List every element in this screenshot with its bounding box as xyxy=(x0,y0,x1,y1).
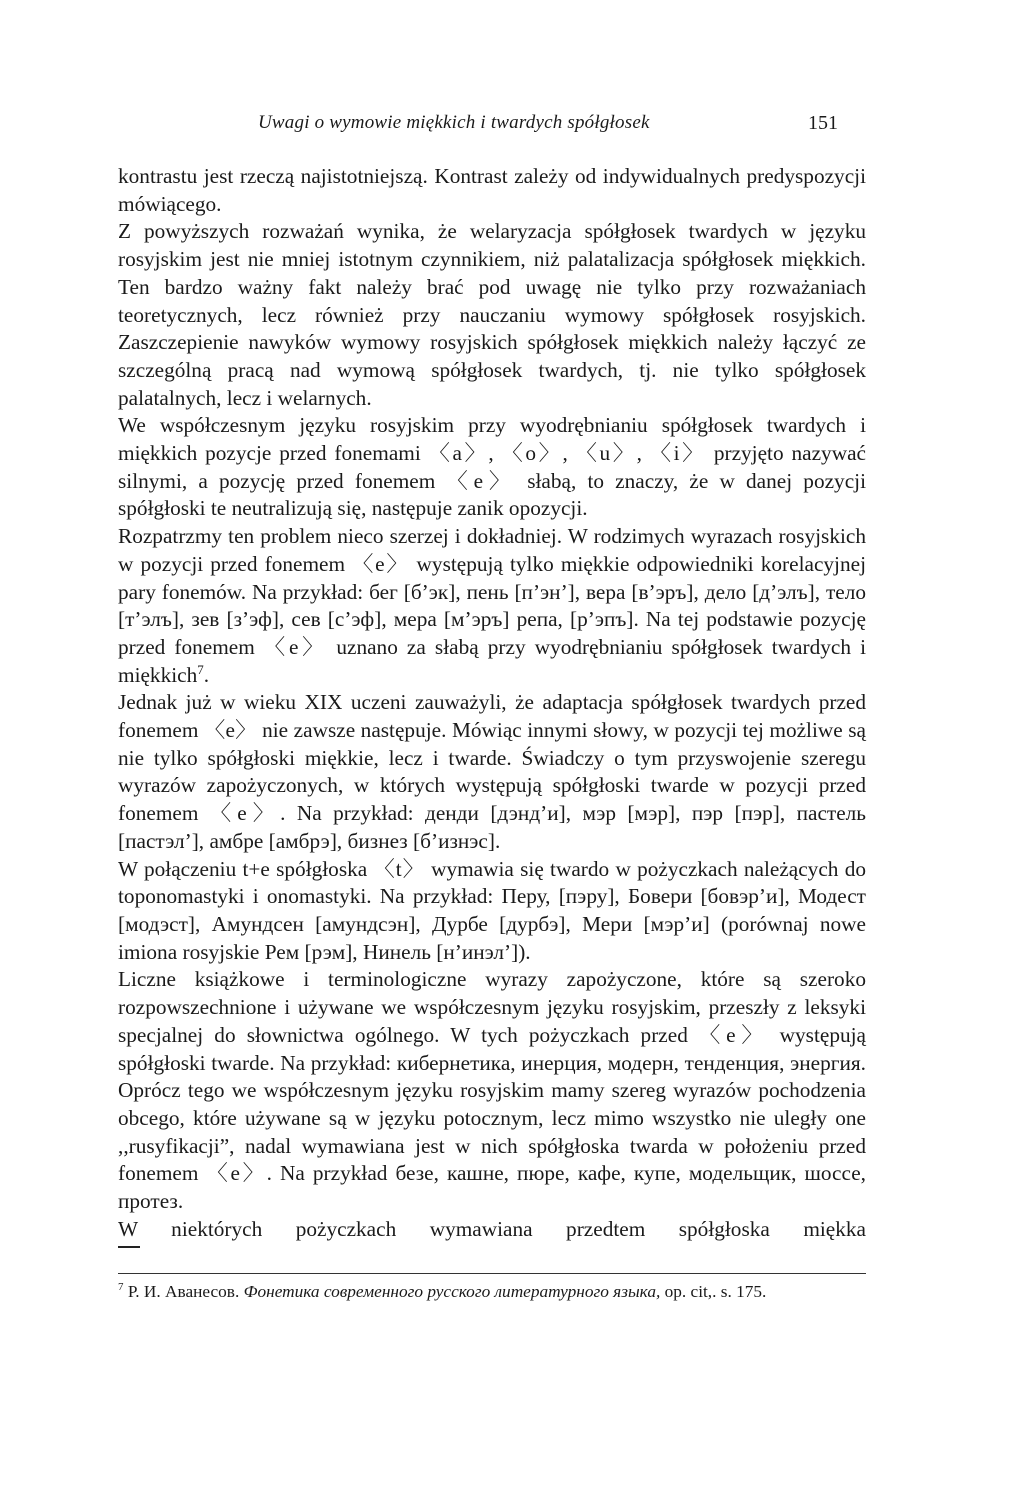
paragraph-text: Z powyższych rozważań wynika, że welaryzacja spółgłosek twardych w języku rosyjskim jest nie mniej istotnym czynnikiem, niż palatalizacja spółgłosek miękkich. Ten bardzo ważny fakt należy brać pod uwagę nie tylko przy rozważaniach teoretycznych, lecz również przy nauczaniu wymowy spółgłosek rosyjskich. Zaszczepienie nawyków wymowy rosyjskich spółgłosek miękkich należy łączyć ze szczególną pracą nad wymową spółgłosek twardych, tj. nie tylko spółgłosek palatalnych, lecz i welarnych. xyxy=(118,219,866,410)
paragraph: W połączeniu t+e spółgłoska 〈t〉 wymawia się twardo w pożyczkach należących do toponomastyki i onomastyki. Na przykład: Перу, [пэру], Бовери [бовэр’и], Модест [модэст], Амундсен [амундсэн], Дурбе [дурбэ], Мери [мэр’и] (porównaj nowe imiona rosyjskie Рем [рэм], Нинель [н’инэл’]). xyxy=(118,856,866,964)
paragraph xyxy=(118,218,866,412)
footnote-mark: 7 xyxy=(118,1281,124,1294)
footnote-reference[interactable]: 7 xyxy=(197,661,204,677)
line-end-mark xyxy=(118,1246,140,1248)
footnote xyxy=(118,1280,866,1304)
body-text xyxy=(118,163,866,1243)
paragraph: W niektórych pożyczkach wymawiana przedtem spółgłoska miękka xyxy=(118,1216,866,1241)
reference-punctuation: . xyxy=(203,662,210,687)
footnote-text xyxy=(118,1280,866,1304)
paragraph-text: Rozpatrzmy ten problem nieco szerzej i dokładniej. W rodzimych wyrazach rosyjskich w pozycji przed fonemem 〈e〉 występują tylko miękkie odpowiedniki korelacyjnej pary fonemów. Na przykład: бег [б’эк], пень [п’эн’], вера [в’эръ], дело [д’элъ], тело [т’элъ], зев [з’эф], сев [с’эф], мера [м’эръ] репа, [р’эпъ]. Na tej podstawie pozycję przed fonemem 〈e〉 uznano za słabą przy wyodrębnianiu spółgłosek twardych i miękkich xyxy=(118,524,866,687)
paragraph: kontrastu jest rzeczą najistotniejszą. Kontrast zależy od indywidualnych predyspozycji mówiącego. xyxy=(118,164,866,216)
paragraph: Jednak już w wieku XIX uczeni zauważyli, że adaptacja spółgłosek twardych przed fonemem 〈e〉 nie zawsze następuje. Mówiąc innymi słowy, w pozycji tej możliwe są nie tylko spółgłoski miękkie, lecz i twarde. Świadczy o tym przyswojenie szeregu wyrazów zapożyczonych, w których występują spółgłoski twarde w pozycji przed fonemem 〈e〉. Na przykład: денди [дэнд’и], мэр [мэр], пэр [пэр], пастель [пастэл’], амбре [амбрэ], бизнез [б’изнэс]. xyxy=(118,690,866,853)
footnote-separator xyxy=(118,1273,866,1274)
page-number: 151 xyxy=(808,112,838,134)
footnote-source: op. cit,. s. 175. xyxy=(664,1282,767,1301)
paragraph: Liczne książkowe i terminologiczne wyrazy zapożyczone, które są szeroko rozpowszechnione i używane we współczesnym języku rosyjskim, przeszły z leksyki specjalnej do słownictwa ogólnego. W tych pożyczkach przed 〈e〉 występują spółgłoski twarde. Na przykład: кибернетика, инерция, модерн, тенденция, энергия. Oprócz tego we współczesnym języku rosyjskim mamy szereg wyrazów pochodzenia obcego, które używane są w języku potocznym, lecz mimo wszystko nie uległy one ,,rusyfikacji”, nadal wymawiana jest w nich spółgłoska twarda w położeniu przed fonemem 〈e〉. Na przykład безе, кашне, пюре, кафе, купе, модельщик, шоссе, протез. xyxy=(118,967,866,1214)
running-header xyxy=(118,112,838,142)
footnote-title: Фонетика современного русского литературного языка, xyxy=(243,1282,661,1301)
footnote-author: Р. И. Аванесов. xyxy=(127,1282,240,1301)
running-title: Uwagi o wymowie miękkich i twardych spółgłosek xyxy=(258,112,650,133)
paragraph: We współczesnym języku rosyjskim przy wyodrębnianiu spółgłosek twardych i miękkich pozycje przed fonemami 〈a〉, 〈o〉, 〈u〉, 〈i〉 przyjęto nazywać silnymi, a pozycję przed fonemem 〈e〉 słabą, to znaczy, że w danej pozycji spółgłoski te neutralizują się, następuje zanik opozycji. xyxy=(118,413,866,521)
paragraph xyxy=(118,523,866,689)
